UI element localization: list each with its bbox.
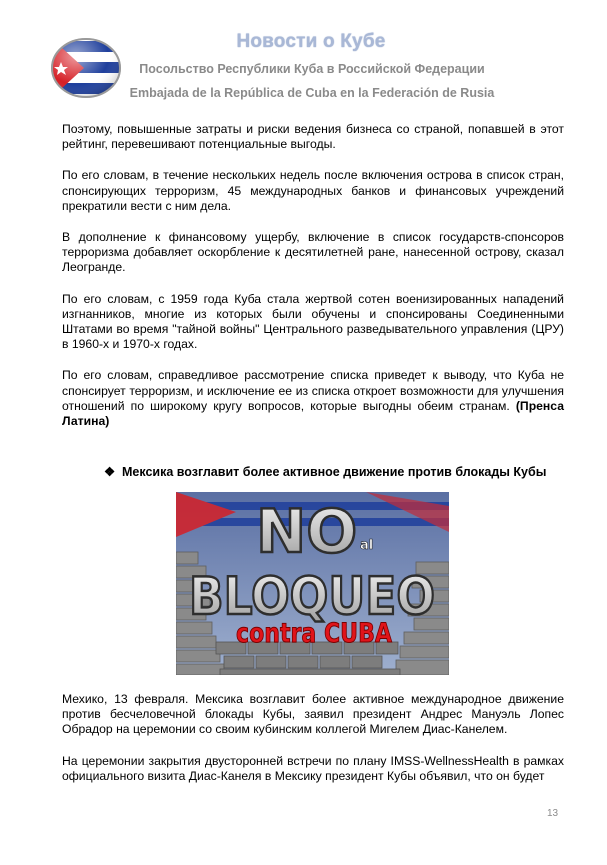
no-al-bloqueo-image (176, 492, 449, 675)
banner-line-contra-cuba: contra CUBA (236, 618, 393, 649)
embassy-name-es: Embajada de la República de Cuba en la Federación de Rusia (129, 86, 495, 100)
paragraph: Мехико, 13 февраля. Мексика возглавит более активное международное движение против бесчеловечной блокады Кубы, заявил президент Андрес Мануэль Лопес Обрадор на церемонии со своим кубинским коллегой Мигелем Диас-Канелем. (62, 692, 564, 737)
article-body (62, 692, 564, 800)
article-body (62, 122, 564, 445)
embassy-name-ru: Посольство Республики Куба в Российской Федерации (139, 62, 485, 76)
paragraph: По его словам, в течение нескольких недель после включения острова в список стран, спонсирующих терроризм, 45 международных банков и финансовых учреждений прекратили вести с ним дела. (62, 168, 564, 213)
paragraph: По его словам, с 1959 года Куба стала жертвой сотен военизированных нападений изгнанников, многие из которых были обучены и спонсированы Соединенными Штатами во время "тайной войны" Центрального разведывательного управления (ЦРУ) в 1960-х и 1970-х годах. (62, 291, 564, 352)
page-number: 13 (547, 808, 559, 819)
paragraph-text: По его словам, справедливое рассмотрение списка приведет к выводу, что Куба не спонсирует терроризм, и исключение ее из списка откроет возможности для улучшения отношений по широкому кругу вопросов, которые выгодны обеим странам. (62, 368, 564, 413)
paragraph: На церемонии закрытия двусторонней встречи по плану IMSS-WellnessHealth в рамках официального визита Диас-Канеля в Мексику президент Кубы объявил, что он будет (62, 753, 564, 783)
page-header (0, 0, 607, 110)
paragraph: Поэтому, повышенные затраты и риски ведения бизнеса со страной, попавшей в этот рейтинг, перевешивают потенциальные выгоды. (62, 122, 564, 152)
article-heading (104, 464, 564, 479)
banner-line-al: al (360, 538, 374, 553)
banner-line-no: NO (256, 497, 358, 567)
newsletter-title: Новости о Кубе (236, 31, 386, 52)
source-credit: (Пренса Латина) (62, 398, 564, 429)
cuba-flag-sphere-icon (50, 37, 122, 99)
paragraph: В дополнение к финансовому ущербу, включение в список государств-спонсоров терроризма добавляет оскорбление к десятилетней ране, нанесенной острову, сказал Леогранде. (62, 230, 564, 275)
diamond-bullet-icon: ❖ (104, 465, 116, 479)
article-heading-text: Мексика возглавит более активное движение против блокады Кубы (122, 465, 547, 479)
banner-line-bloqueo: BLOQUEO (189, 567, 435, 627)
paragraph (62, 368, 564, 429)
